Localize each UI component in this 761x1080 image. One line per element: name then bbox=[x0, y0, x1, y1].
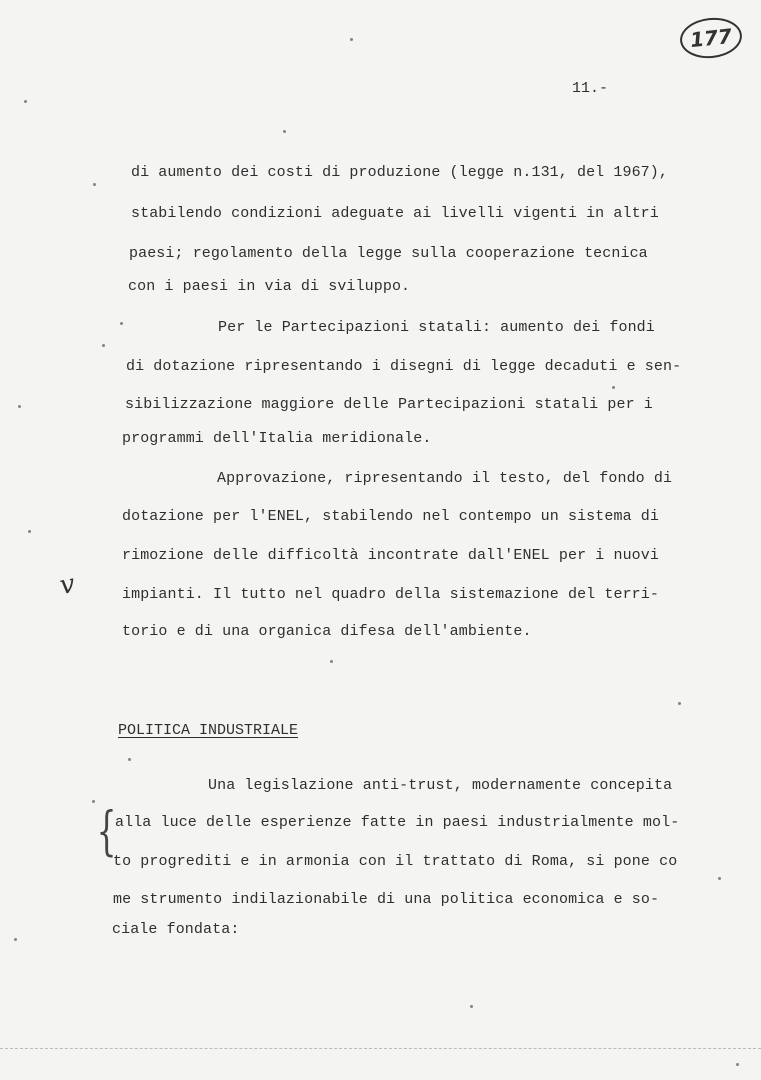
paragraph-2-line-4: programmi dell'Italia meridionale. bbox=[122, 430, 432, 447]
margin-check-mark: v bbox=[57, 568, 78, 602]
paragraph-4-line-4: me strumento indilazionabile di una politica economica e so- bbox=[113, 891, 660, 908]
paragraph-3-line-2: dotazione per l'ENEL, stabilendo nel contempo un sistema di bbox=[122, 508, 659, 525]
paragraph-1-line-3: paesi; regolamento della legge sulla cooperazione tecnica bbox=[129, 245, 648, 262]
scan-edge-line bbox=[0, 1048, 761, 1049]
scan-speck bbox=[14, 938, 17, 941]
paragraph-1-line-1: di aumento dei costi di produzione (legge n.131, del 1967), bbox=[131, 164, 668, 181]
scan-speck bbox=[18, 405, 21, 408]
scan-speck bbox=[718, 877, 721, 880]
scan-speck bbox=[128, 758, 131, 761]
paragraph-4-line-3: to progrediti e in armonia con il trattato di Roma, si pone co bbox=[113, 853, 678, 870]
paragraph-1-line-4: con i paesi in via di sviluppo. bbox=[128, 278, 411, 295]
paragraph-3-line-1: Approvazione, ripresentando il testo, del fondo di bbox=[217, 470, 673, 487]
scan-speck bbox=[102, 344, 105, 347]
paragraph-4-line-2: alla luce delle esperienze fatte in paesi industrialmente mol- bbox=[115, 814, 680, 831]
paragraph-3-line-5: torio e di una organica difesa dell'ambiente. bbox=[122, 623, 532, 640]
scan-speck bbox=[24, 100, 27, 103]
paragraph-3-line-4: impianti. Il tutto nel quadro della sistemazione del terri- bbox=[122, 586, 659, 603]
paragraph-1-line-2: stabilendo condizioni adeguate ai livelli vigenti in altri bbox=[131, 205, 659, 222]
scan-speck bbox=[92, 800, 95, 803]
scan-speck bbox=[470, 1005, 473, 1008]
paragraph-2-line-2: di dotazione ripresentando i disegni di legge decaduti e sen- bbox=[126, 358, 682, 375]
paragraph-2-line-1: Per le Partecipazioni statali: aumento dei fondi bbox=[218, 319, 655, 336]
paragraph-4-line-5: ciale fondata: bbox=[112, 921, 240, 938]
scan-speck bbox=[612, 386, 615, 389]
scan-speck bbox=[736, 1063, 739, 1066]
margin-brace-mark: { bbox=[96, 802, 117, 862]
paragraph-3-line-3: rimozione delle difficoltà incontrate dall'ENEL per i nuovi bbox=[122, 547, 659, 564]
scan-speck bbox=[350, 38, 353, 41]
page-stamp-handwritten: 177 bbox=[678, 15, 744, 61]
paragraph-2-line-3: sibilizzazione maggiore delle Partecipazioni statali per i bbox=[125, 396, 653, 413]
scan-speck bbox=[678, 702, 681, 705]
scan-speck bbox=[28, 530, 31, 533]
scan-speck bbox=[120, 322, 123, 325]
section-heading: POLITICA INDUSTRIALE bbox=[118, 722, 299, 739]
paragraph-4-line-1: Una legislazione anti-trust, modernamente concepita bbox=[208, 777, 673, 794]
page-number: 11.- bbox=[572, 80, 609, 97]
scan-speck bbox=[283, 130, 286, 133]
scan-speck bbox=[93, 183, 96, 186]
scan-speck bbox=[330, 660, 333, 663]
